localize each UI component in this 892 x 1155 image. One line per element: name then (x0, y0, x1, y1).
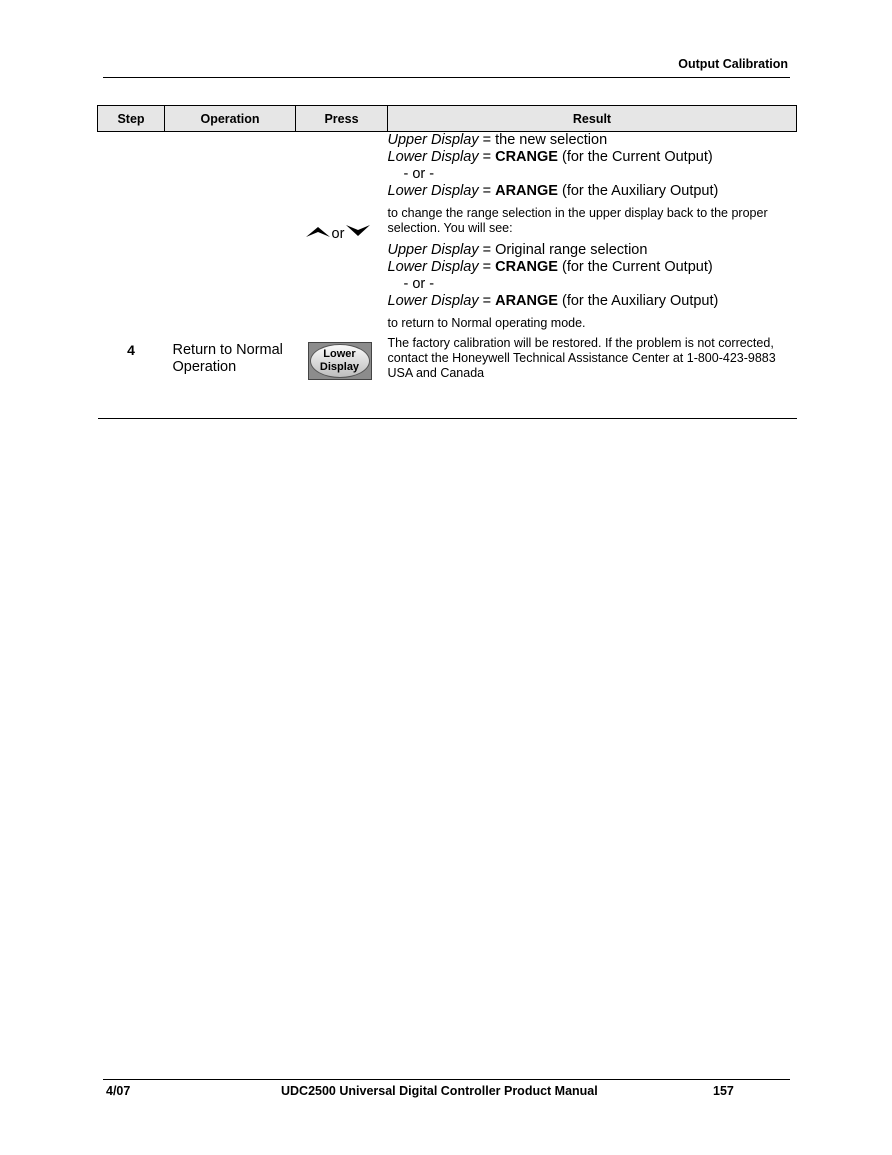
lower-display-key[interactable] (308, 342, 372, 380)
upper-display-label: Upper Display (387, 132, 479, 148)
press-cell (296, 132, 388, 419)
step-cell (98, 132, 165, 419)
arange-value: ARANGE (495, 183, 558, 199)
lower-display-label: Lower Display (387, 183, 479, 199)
factory-calibration-text: The factory calibration will be restored. If the problem is not corrected, contact the Honeywell Technical Assistance Center at 1-800-423-9883 USA and Canada (387, 336, 776, 380)
change-instruction-text: to change the range selection in the upper display back to the proper selection. You will see: (387, 206, 768, 235)
header-step: Step (98, 106, 165, 132)
upper-display-value: = the new selection (482, 132, 608, 148)
footer-rule (103, 1079, 790, 1080)
page-footer (106, 1084, 790, 1100)
press-or-text: or (331, 226, 345, 242)
display-block-new (388, 132, 797, 200)
footer-page-number: 157 (713, 1084, 734, 1098)
operation-text: Return to Normal Operation (172, 342, 283, 375)
upper-display-label: Upper Display (387, 242, 479, 258)
up-arrow-key-icon[interactable] (305, 224, 331, 238)
equals-sign: = (482, 259, 492, 275)
lower-display-label: Lower Display (387, 149, 479, 165)
step-number: 4 (127, 342, 135, 358)
crange-value: CRANGE (495, 259, 558, 275)
equals-sign: = (482, 149, 492, 165)
arange-note: (for the Auxiliary Output) (561, 293, 719, 309)
upper-display-value: = Original range selection (482, 242, 648, 258)
operation-cell (165, 132, 296, 419)
footer-date: 4/07 (106, 1084, 131, 1098)
equals-sign: = (482, 183, 492, 199)
lower-display-label: Lower Display (387, 259, 479, 275)
footer-manual-title: UDC2500 Universal Digital Controller Product Manual (281, 1084, 598, 1098)
lower-display-key-label-2: Display (319, 361, 360, 373)
header-press: Press (296, 106, 388, 132)
lower-display-key-face (310, 344, 370, 378)
result-cell (388, 132, 797, 419)
arrow-keys (305, 222, 372, 242)
header-rule (103, 77, 790, 78)
procedure-table (97, 105, 797, 419)
crange-value: CRANGE (495, 149, 558, 165)
table-header-row (98, 106, 797, 132)
header-result: Result (388, 106, 797, 132)
lower-display-key-label-1: Lower (323, 348, 356, 360)
or-separator: - or - (403, 276, 435, 292)
equals-sign: = (482, 293, 492, 309)
arange-value: ARANGE (495, 293, 558, 309)
lower-display-label: Lower Display (387, 293, 479, 309)
crange-note: (for the Current Output) (561, 259, 713, 275)
table-row (98, 132, 797, 419)
down-arrow-key-icon[interactable] (345, 224, 371, 238)
arange-note: (for the Auxiliary Output) (561, 183, 719, 199)
display-block-original (388, 242, 797, 310)
crange-note: (for the Current Output) (561, 149, 713, 165)
section-title: Output Calibration (678, 57, 788, 71)
header-operation: Operation (165, 106, 296, 132)
return-instruction-text: to return to Normal operating mode. (387, 316, 586, 330)
or-separator: - or - (403, 166, 435, 182)
